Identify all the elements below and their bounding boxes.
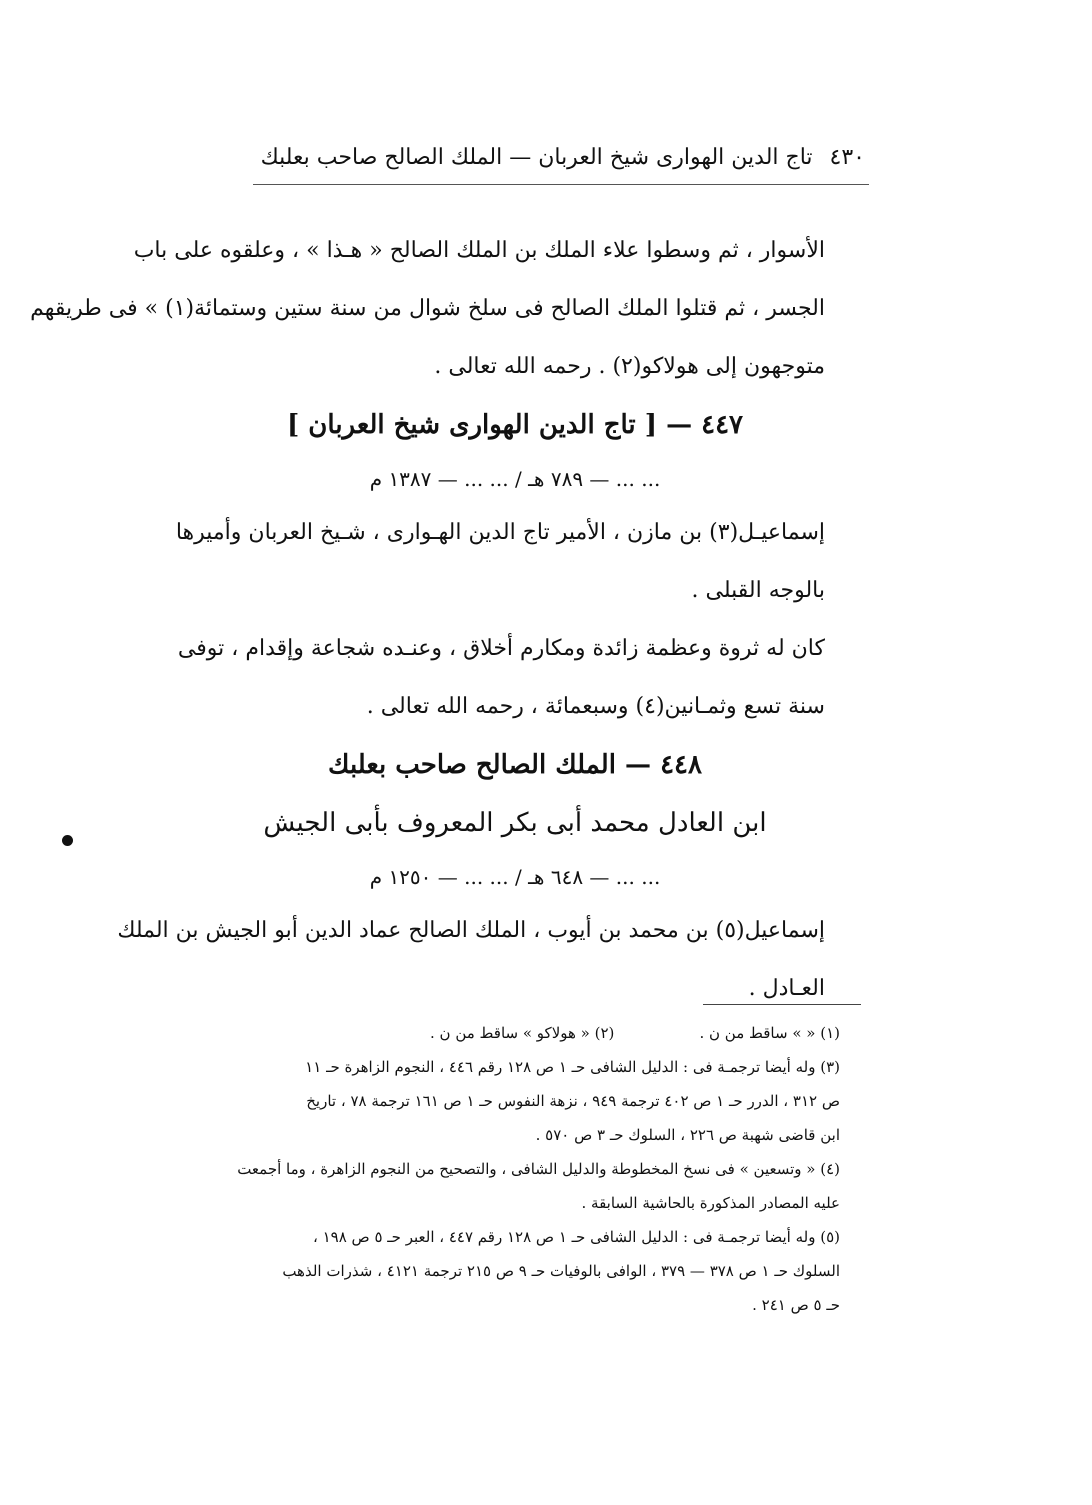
text-line: بالوجه القبلى . — [691, 578, 825, 603]
footnote-2: (٢) « هولاكو » ساقط من ن . — [430, 1024, 615, 1042]
margin-ink-dot — [62, 835, 73, 846]
footnote-3: (٣) وله أيضا ترجمـة فى : الدليل الشافى حـ ١ ص ١٢٨ رقم ٤٤٦ ، النجوم الزاهرة حـ ١١ — [305, 1058, 840, 1076]
running-header — [255, 138, 865, 178]
text-line: سنة تسع وثمـانين(٤) وسبعمائة ، رحمه الله تعالى . — [366, 694, 825, 719]
footnote-3-cont: ص ٣١٢ ، الدرر حـ ١ ص ٤٠٢ ترجمة ٩٤٩ ، نزهة النفوس حـ ١ ص ١٦١ ترجمة ٧٨ ، تاريخ — [306, 1092, 840, 1110]
running-title: تاج الدين الهوارى شيخ العربان — الملك الصالح صاحب بعلبك — [260, 145, 813, 170]
footnote-5-cont: حـ ٥ ص ٢٤١ . — [752, 1296, 840, 1314]
text-line: إسماعيل(٥) بن محمد بن أيوب ، الملك الصالح عماد الدين أبو الجيش بن الملك — [117, 918, 825, 943]
entry-447-dates: ... ... — ٧٨٩ هـ / ... ... — ١٣٨٧ م — [369, 467, 661, 491]
entry-448-title: ٤٤٨ — الملك الصالح صاحب بعلبك — [328, 750, 702, 780]
text-line: الجسر ، ثم قتلوا الملك الصالح فى سلخ شوال من سنة ستين وستمائة(١) » فى طريقهم — [30, 296, 825, 321]
text-line: الأسوار ، ثم وسطوا علاء الملك بن الملك الصالح « هـذا » ، وعلقوه على باب — [133, 238, 825, 263]
entry-448-dates: ... ... — ٦٤٨ هـ / ... ... — ١٢٥٠ م — [369, 865, 661, 889]
footnote-4: (٤) « وتسعين » فى نسخ المخطوطة والدليل الشافى ، والتصحيح من النجوم الزاهرة ، وما أجمعت — [237, 1160, 840, 1178]
text-line: متوجهون إلى هولاكو(٢) . رحمه الله تعالى . — [434, 354, 825, 379]
entry-448-subtitle: ابن العادل محمد أبى بكر المعروف بأبى الجيش — [263, 808, 767, 838]
footnote-1: (١) « » ساقط من ن . — [699, 1024, 840, 1042]
footnote-row-1-2 — [200, 1016, 840, 1050]
main-text — [30, 222, 825, 1018]
footnote-rule — [703, 1004, 861, 1005]
page-number: ٤٣٠ — [829, 145, 865, 170]
footnote-5: (٥) وله أيضا ترجمـة فى : الدليل الشافى حـ ١ ص ١٢٨ رقم ٤٤٧ ، العبر حـ ٥ ص ١٩٨ ، — [312, 1228, 840, 1246]
footnote-3-cont: ابن قاضى شهبة ص ٢٢٦ ، السلوك حـ ٣ ص ٥٧٠ . — [535, 1126, 840, 1144]
text-line: كان له ثروة وعظمة زائدة ومكارم أخلاق ، وعنـده شجاعة وإقدام ، توفى — [177, 636, 825, 661]
text-line: العـادل . — [748, 976, 825, 1001]
text-line: إسماعيـل(٣) بن مازن ، الأمير تاج الدين الهـوارى ، شـيخ العربان وأميرها — [175, 520, 825, 545]
entry-447-title: ٤٤٧ — [ تاج الدين الهوارى شيخ العربان ] — [286, 410, 744, 440]
footnote-4-cont: عليه المصادر المذكورة بالحاشية السابقة . — [581, 1194, 840, 1212]
footnotes — [200, 1016, 840, 1322]
header-rule — [253, 184, 869, 185]
footnote-5-cont: السلوك حـ ١ ص ٣٧٨ — ٣٧٩ ، الوافى بالوفيات حـ ٩ ص ٢١٥ ترجمة ٤١٢١ ، شذرات الذهب — [282, 1262, 840, 1280]
